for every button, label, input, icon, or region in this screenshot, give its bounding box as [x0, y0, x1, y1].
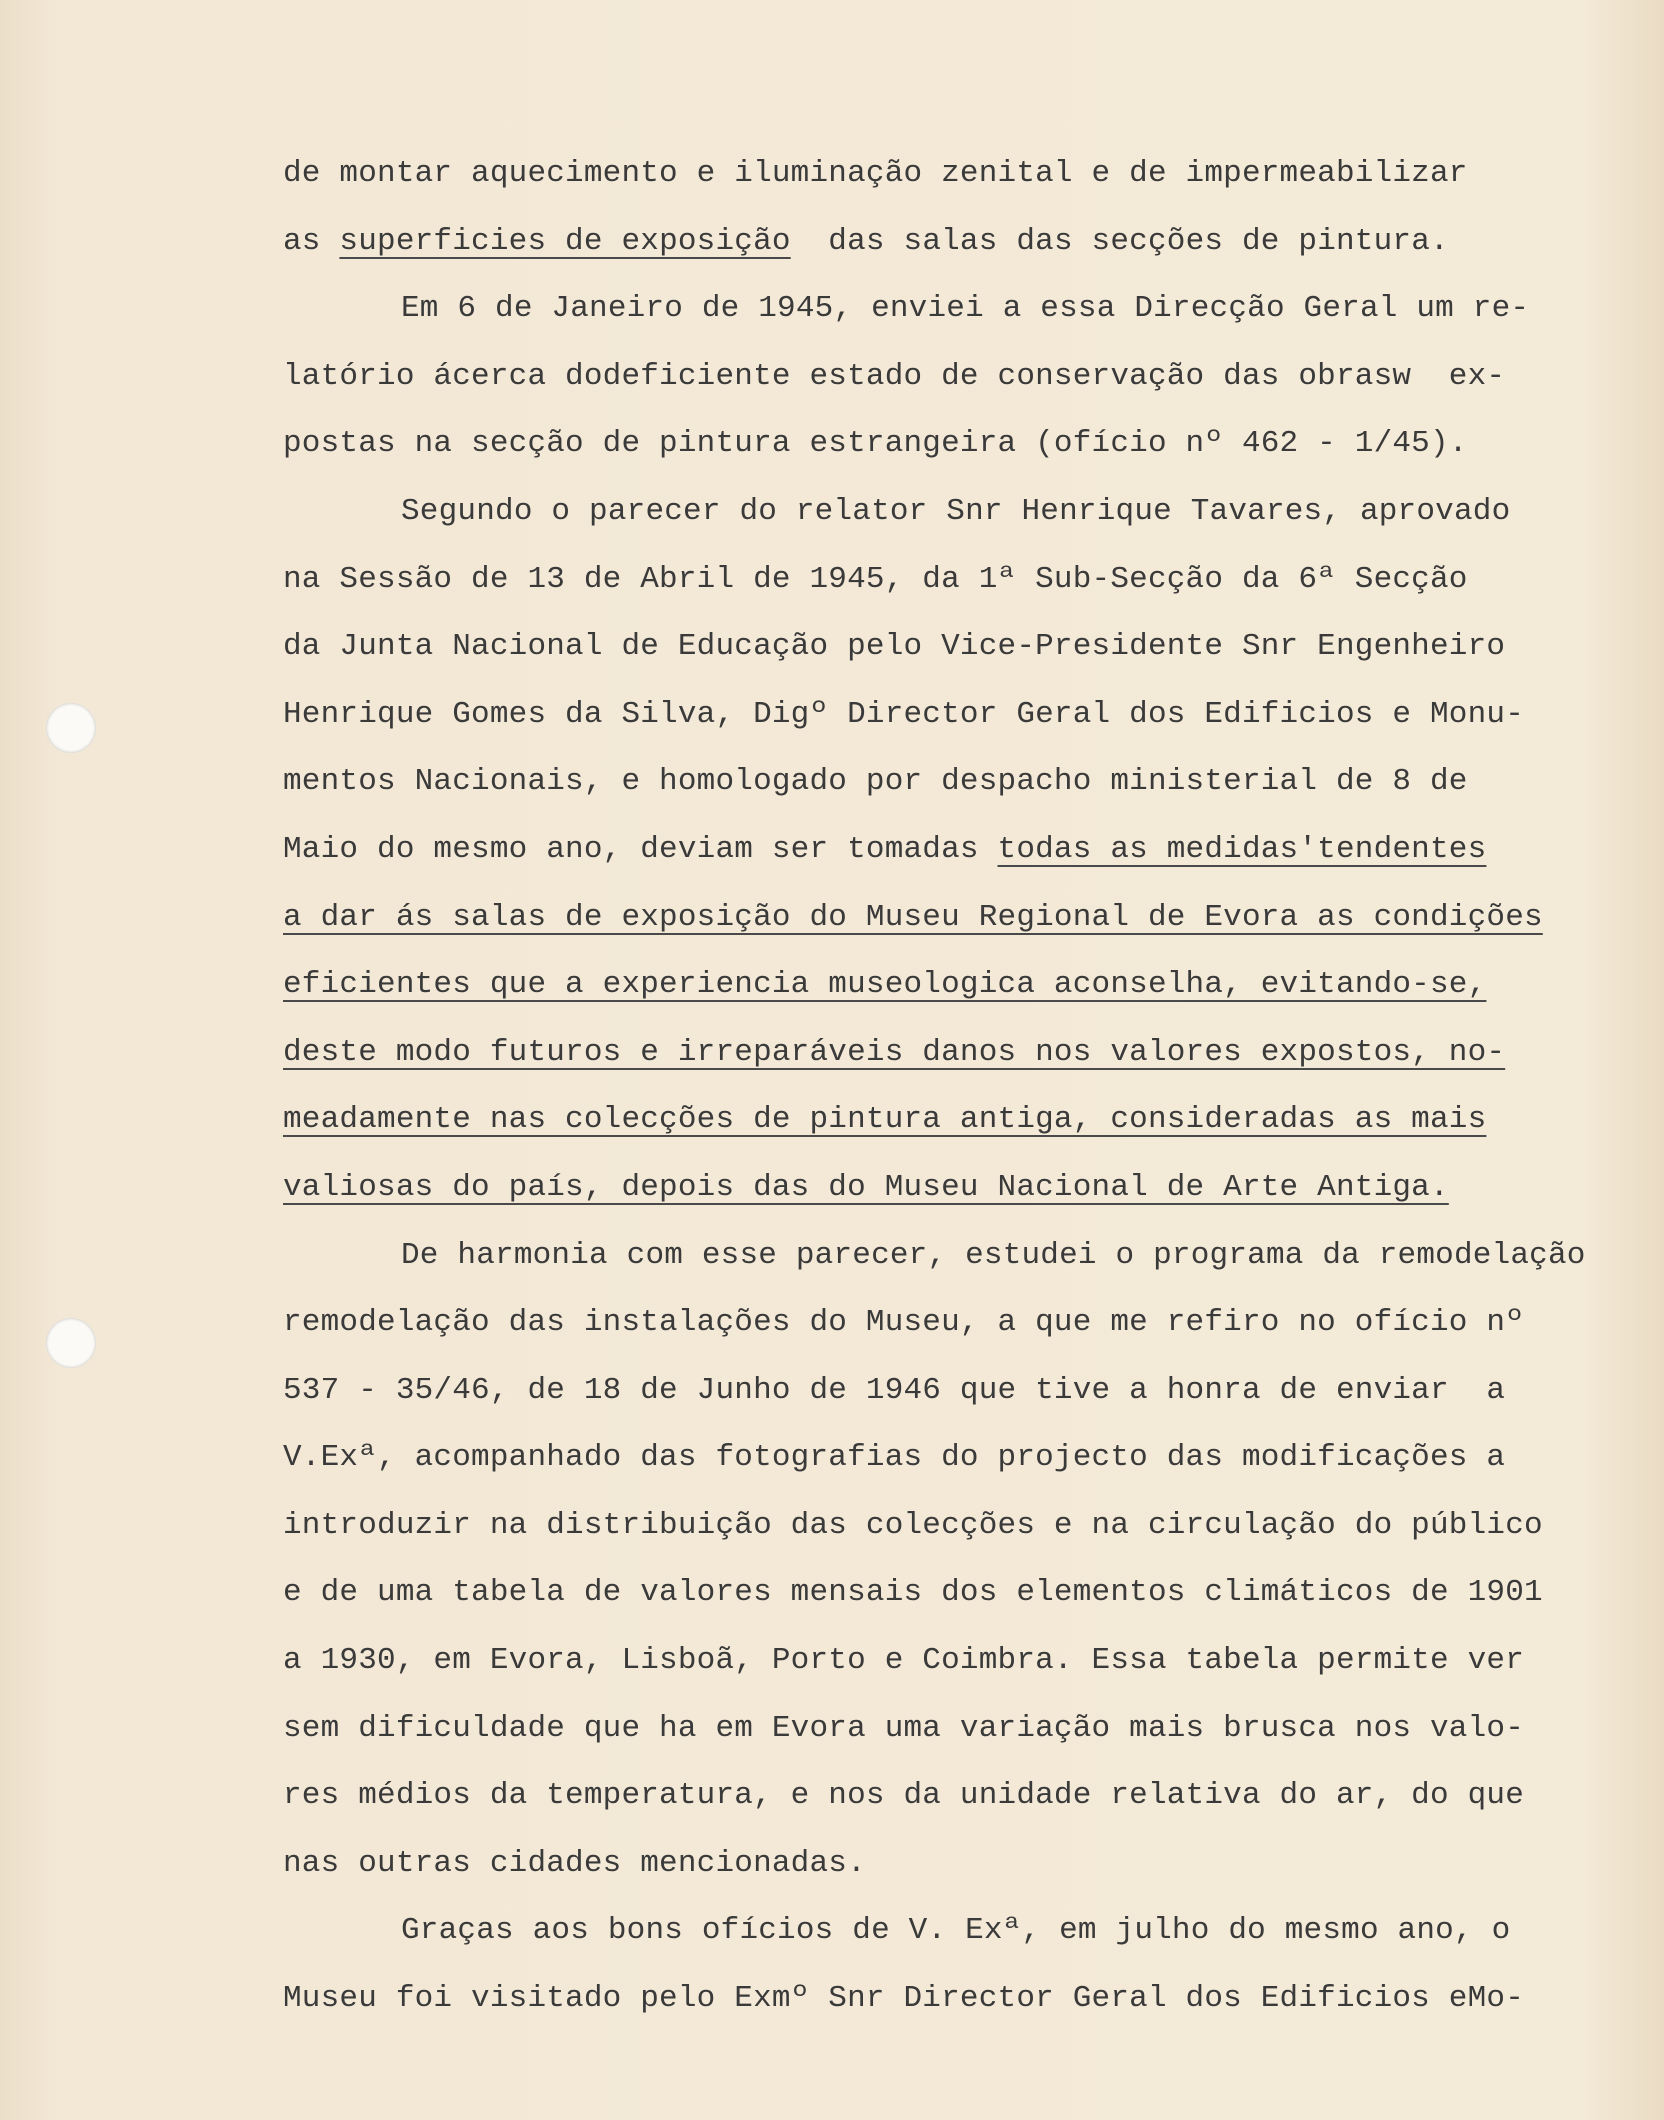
text-line [283, 1230, 1623, 1298]
text-line [283, 756, 1623, 824]
text-line [283, 1094, 1623, 1162]
line-text: V.Exª, acompanhado das fotografias do projecto das modificações a [283, 1440, 1506, 1476]
line-text: De harmonia com esse parecer, estudei o programa da remodelação [401, 1237, 1586, 1273]
line-text: introduzir na distribuição das colecções e na circulação do público [283, 1507, 1543, 1543]
underlined-text: eficientes que a experiencia museologica aconselha, evitando-se, [283, 967, 1487, 1003]
line-text: de montar aquecimento e iluminação zenital e de impermeabilizar [283, 156, 1468, 191]
text-line [283, 1365, 1623, 1433]
text-line [283, 148, 1623, 216]
text-line [283, 1500, 1623, 1568]
line-text: a 1930, em Evora, Lisboã, Porto e Coimbra. Essa tabela permite ver [283, 1643, 1524, 1679]
text-line [283, 1432, 1623, 1500]
text-line [283, 1770, 1623, 1838]
text-line [283, 959, 1623, 1027]
text-line [283, 689, 1623, 757]
line-text: remodelação das instalações do Museu, a que me refiro no ofício nº [283, 1305, 1524, 1341]
text-line [283, 1973, 1623, 2041]
text-line [283, 1027, 1623, 1095]
underlined-text: a dar ás salas de exposição do Museu Regional de Evora as condições [283, 899, 1543, 935]
line-text: mentos Nacionais, e homologado por despacho ministerial de 8 de [283, 764, 1468, 800]
punch-hole [46, 1318, 96, 1368]
text-line [283, 1297, 1623, 1365]
text-line [283, 283, 1623, 351]
text-line [283, 1162, 1623, 1230]
line-text: nas outras cidades mencionadas. [283, 1845, 866, 1881]
underlined-text: superficies de exposição [339, 223, 791, 259]
text-line [283, 1567, 1623, 1635]
text-line [283, 216, 1623, 284]
line-text: Maio do mesmo ano, deviam ser tomadas [283, 831, 998, 867]
line-text: res médios da temperatura, e nos da unidade relativa do ar, do que [283, 1778, 1524, 1814]
line-text: Henrique Gomes da Silva, Digº Director Geral dos Edificios e Monu- [283, 696, 1524, 732]
text-line [283, 1905, 1623, 1973]
text-line [283, 486, 1623, 554]
line-text: da Junta Nacional de Educação pelo Vice-Presidente Snr Engenheiro [283, 629, 1506, 665]
line-text: latório ácerca dodeficiente estado de conservação das obrasw ex- [283, 358, 1506, 394]
text-line [283, 621, 1623, 689]
text-line [283, 1635, 1623, 1703]
line-text: Em 6 de Janeiro de 1945, enviei a essa Direcção Geral um re- [401, 291, 1530, 327]
underlined-text: valiosas do país, depois das do Museu Nacional de Arte Antiga. [283, 1169, 1449, 1205]
underlined-text: todas as medidas'tendentes [997, 831, 1487, 867]
line-text: 537 - 35/46, de 18 de Junho de 1946 que tive a honra de enviar a [283, 1372, 1506, 1408]
text-line [283, 1838, 1623, 1906]
text-line [283, 892, 1623, 960]
underlined-text: deste modo futuros e irreparáveis danos nos valores expostos, no- [283, 1034, 1506, 1070]
line-text: Museu foi visitado pelo Exmº Snr Director Geral dos Edificios eMo- [283, 1981, 1524, 2017]
text-line [283, 1703, 1623, 1771]
line-text: e de uma tabela de valores mensais dos elementos climáticos de 1901 [283, 1575, 1543, 1611]
typewritten-text [283, 148, 1623, 2041]
text-line [283, 351, 1623, 419]
punch-hole [46, 703, 96, 753]
line-text: sem dificuldade que ha em Evora uma variação mais brusca nos valo- [283, 1710, 1524, 1746]
line-text: Graças aos bons ofícios de V. Exª, em julho do mesmo ano, o [401, 1913, 1511, 1949]
line-text: postas na secção de pintura estrangeira (ofício nº 462 - 1/45). [283, 426, 1468, 462]
text-line [283, 824, 1623, 892]
line-text: na Sessão de 13 de Abril de 1945, da 1ª Sub-Secção da 6ª Secção [283, 561, 1468, 597]
text-line [283, 418, 1623, 486]
text-line [283, 554, 1623, 622]
underlined-text: meadamente nas colecções de pintura antiga, consideradas as mais [283, 1102, 1487, 1138]
line-text: das salas das secções de pintura. [790, 223, 1449, 259]
line-text: Segundo o parecer do relator Snr Henrique Tavares, aprovado [401, 493, 1511, 529]
line-text: as [283, 223, 340, 259]
